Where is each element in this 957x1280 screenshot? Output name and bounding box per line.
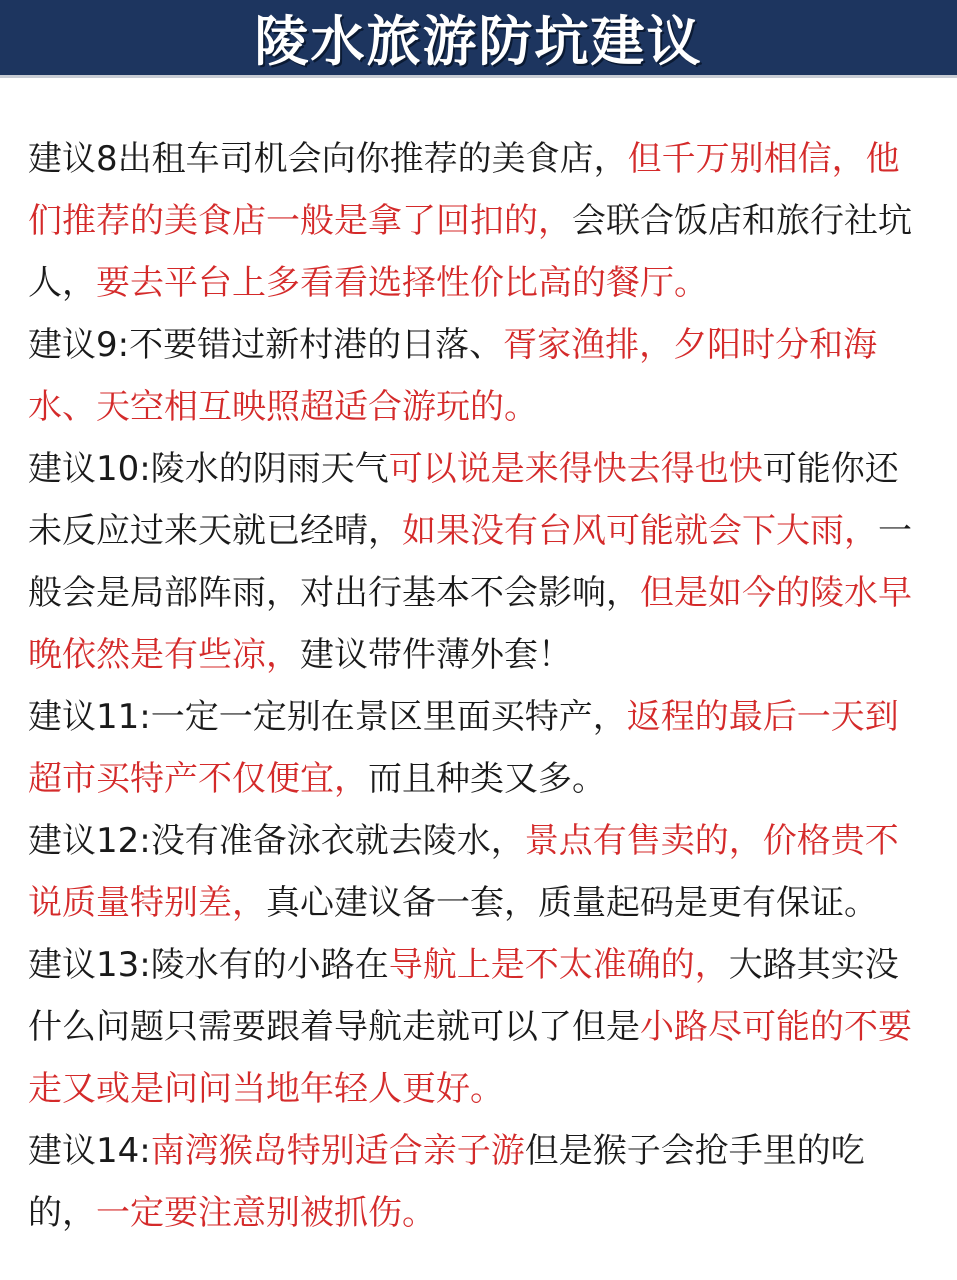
title-banner xyxy=(0,0,957,78)
tip-highlight: 可以说是来得快去得也快 xyxy=(388,449,763,489)
tip-12 xyxy=(28,810,928,934)
tip-segment: 建议11:一定一定别在景区里面买特产， xyxy=(28,697,627,737)
tip-8 xyxy=(28,128,928,314)
tip-segment: 建议10:陵水的阴雨天气 xyxy=(28,449,389,489)
tip-highlight: 一定要注意别被抓伤。 xyxy=(96,1193,436,1233)
tip-segment: 但是猴子会抢手里的吃的， xyxy=(28,1131,865,1233)
tip-highlight: 导航上是不太准确的， xyxy=(388,945,729,985)
page-title: 陵水旅游防坑建议 xyxy=(254,10,703,73)
tip-highlight: 胥家渔排，夕阳时分和海水、天空相互映照超适合游玩的。 xyxy=(28,325,878,427)
tip-highlight: 景点有售卖的，价格贵不说质量特别差， xyxy=(28,821,899,923)
tip-segment: 建议14: xyxy=(28,1131,151,1171)
tip-highlight: 如果没有台风可能就会下大雨， xyxy=(402,511,878,551)
tips-list xyxy=(28,128,928,1244)
tip-highlight: 南湾猴岛特别适合亲子游 xyxy=(150,1131,525,1171)
tip-segment: 建议9:不要错过新村港的日落、 xyxy=(28,325,504,365)
tip-highlight: 返程的最后一天到超市买特产不仅便宜， xyxy=(28,697,899,799)
tip-highlight: 但千万别相信，他们推荐的美食店一般是拿了回扣的， xyxy=(28,139,900,241)
tip-segment: 大路其实没什么问题只需要跟着导航走就可以了但是 xyxy=(28,945,899,1047)
tip-highlight: 小路尽可能的不要走又或是问问当地年轻人更好。 xyxy=(28,1007,912,1109)
tip-segment: 建议8出租车司机会向你推荐的美食店， xyxy=(28,139,628,179)
tip-11 xyxy=(28,686,928,810)
tip-segment: 而且种类又多。 xyxy=(368,759,606,799)
tip-highlight: 但是如今的陵水早晚依然是有些凉， xyxy=(28,573,912,675)
tip-segment: 建议12:没有准备泳衣就去陵水， xyxy=(28,821,525,861)
tip-segment: 建议13:陵水有的小路在 xyxy=(28,945,389,985)
tip-segment: 可能你还未反应过来天就已经晴， xyxy=(28,449,899,551)
tip-segment: 建议带件薄外套！ xyxy=(300,635,572,675)
tip-segment: 会联合饭店和旅行社坑人， xyxy=(28,201,912,303)
tip-10 xyxy=(28,438,928,686)
tip-segment: 真心建议备一套，质量起码是更有保证。 xyxy=(266,883,878,923)
tip-segment: 一般会是局部阵雨，对出行基本不会影响， xyxy=(28,511,912,613)
tip-highlight: 要去平台上多看看选择性价比高的餐厅。 xyxy=(96,263,708,303)
tip-14 xyxy=(28,1120,928,1244)
tip-9 xyxy=(28,314,928,438)
tip-13 xyxy=(28,934,928,1120)
